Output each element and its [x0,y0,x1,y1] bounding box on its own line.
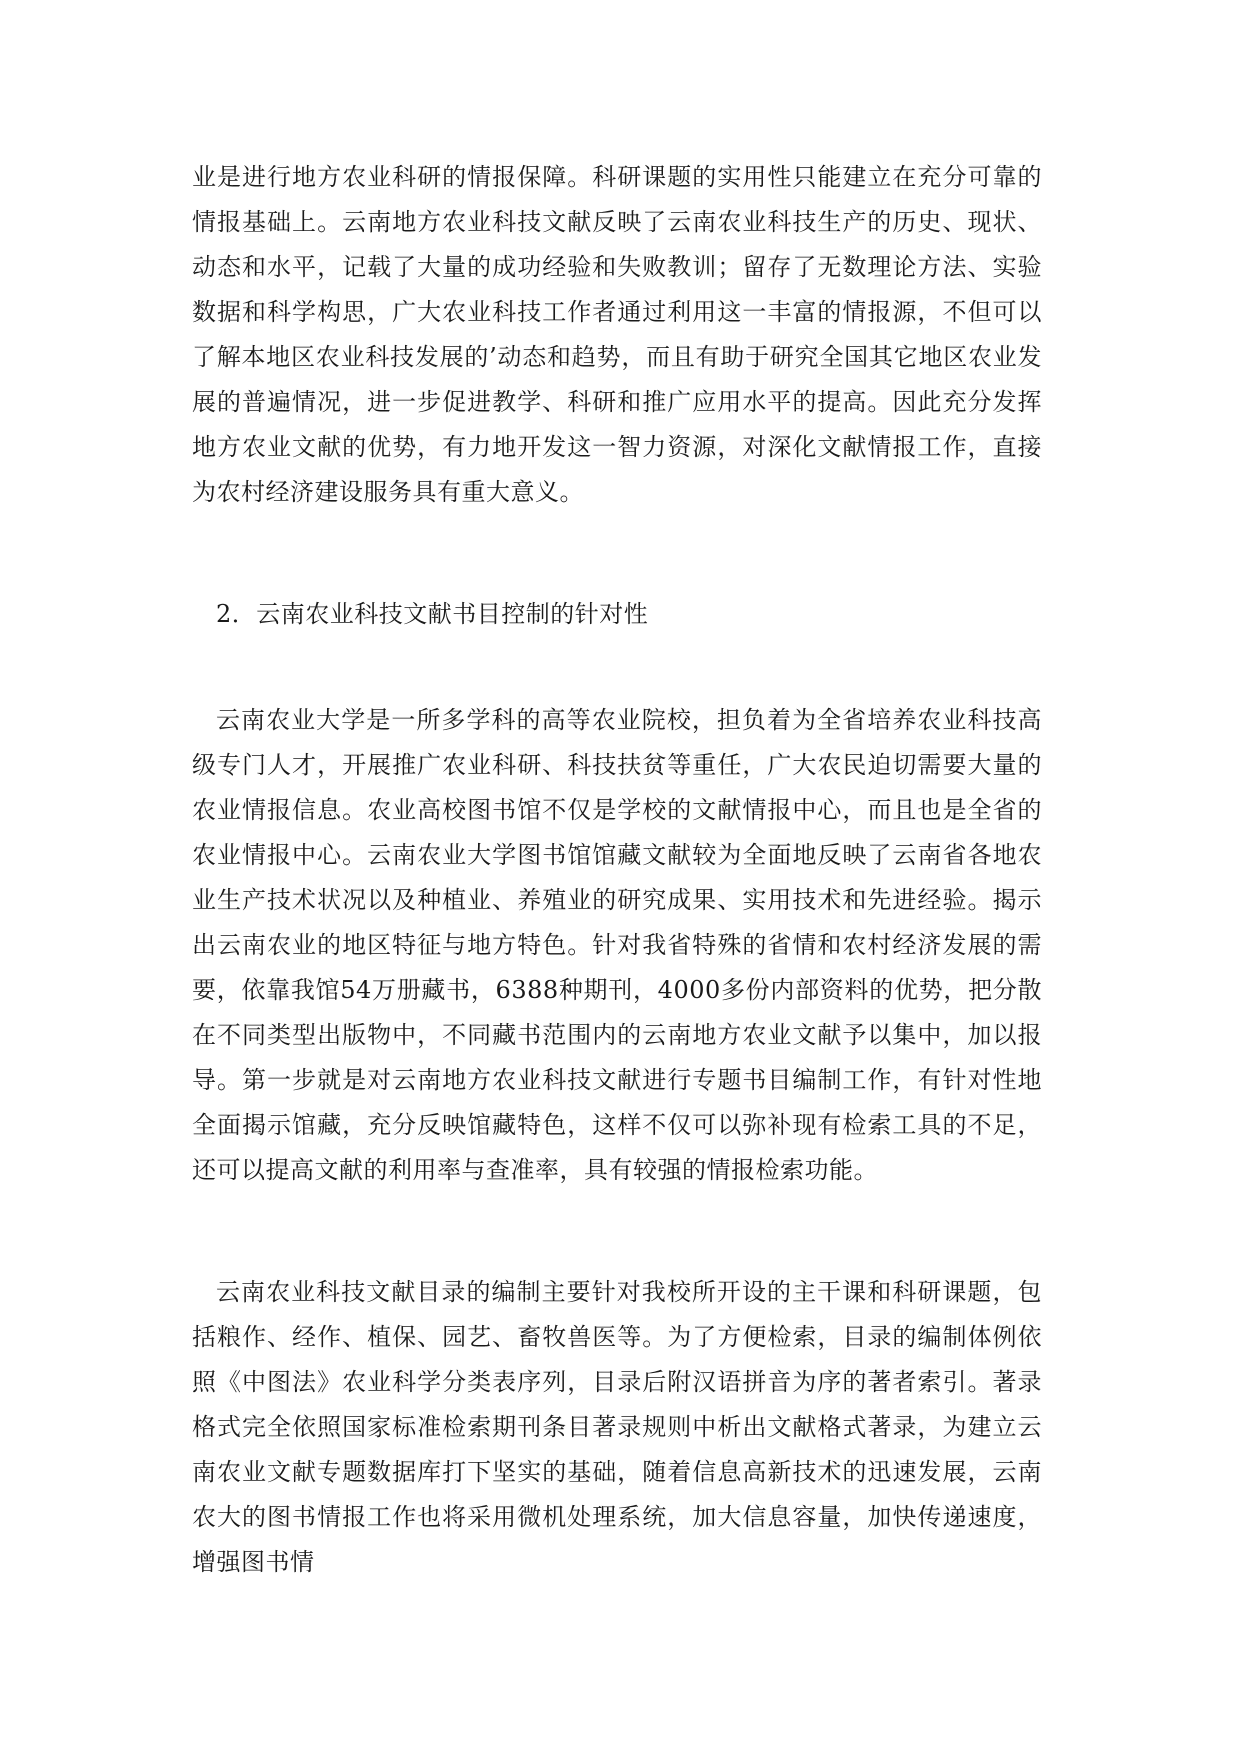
paragraph-intro: 业是进行地方农业科研的情报保障。科研课题的实用性只能建立在充分可靠的情报基础上。云南地方农业科技文献反映了云南农业科技生产的历史、现状、动态和水平，记载了大量的成功经验和失败教训；留存了无数理论方法、实验数据和科学构思，广大农业科技工作者通过利用这一丰富的情报源，不但可以了解本地区农业科技发展的’动态和趋势，而且有助于研究全国其它地区农业发展的普遍情况，进一步促进教学、科研和推广应用水平的提高。因此充分发挥地方农业文献的优势，有力地开发这一智力资源，对深化文献情报工作，直接为农村经济建设服务具有重大意义。 [192,163,1042,506]
section-heading: 2．云南农业科技文献书目控制的针对性 [216,600,649,628]
paragraph-university: 云南农业大学是一所多学科的高等农业院校，担负着为全省培养农业科技高级专门人才，开展推广农业科研、科技扶贫等重任，广大农民迫切需要大量的农业情报信息。农业高校图书馆不仅是学校的文献情报中心，而且也是全省的农业情报中心。云南农业大学图书馆馆藏文献较为全面地反映了云南省各地农业生产技术状况以及种植业、养殖业的研究成果、实用技术和先进经验。揭示出云南农业的地区特征与地方特色。针对我省特殊的省情和农村经济发展的需要，依靠我馆54万册藏书，6388种期刊，4000多份内部资料的优势，把分散在不同类型出版物中，不同藏书范围内的云南地方农业文献予以集中，加以报导。第一步就是对云南地方农业科技文献进行专题书目编制工作，有针对性地全面揭示馆藏，充分反映馆藏特色，这样不仅可以弥补现有检索工具的不足，还可以提高文献的利用率与查准率，具有较强的情报检索功能。 [192,706,1042,1184]
paragraph-catalog: 云南农业科技文献目录的编制主要针对我校所开设的主干课和科研课题，包括粮作、经作、植保、园艺、畜牧兽医等。为了方便检索，目录的编制体例依照《中图法》农业科学分类表序列，目录后附汉语拼音为序的著者索引。著录格式完全依照国家标准检索期刊条目著录规则中析出文献格式著录，为建立云南农业文献专题数据库打下坚实的基础，随着信息高新技术的迅速发展，云南农大的图书情报工作也将采用微机处理系统，加大信息容量，加快传递速度，增强图书情 [192,1278,1042,1576]
